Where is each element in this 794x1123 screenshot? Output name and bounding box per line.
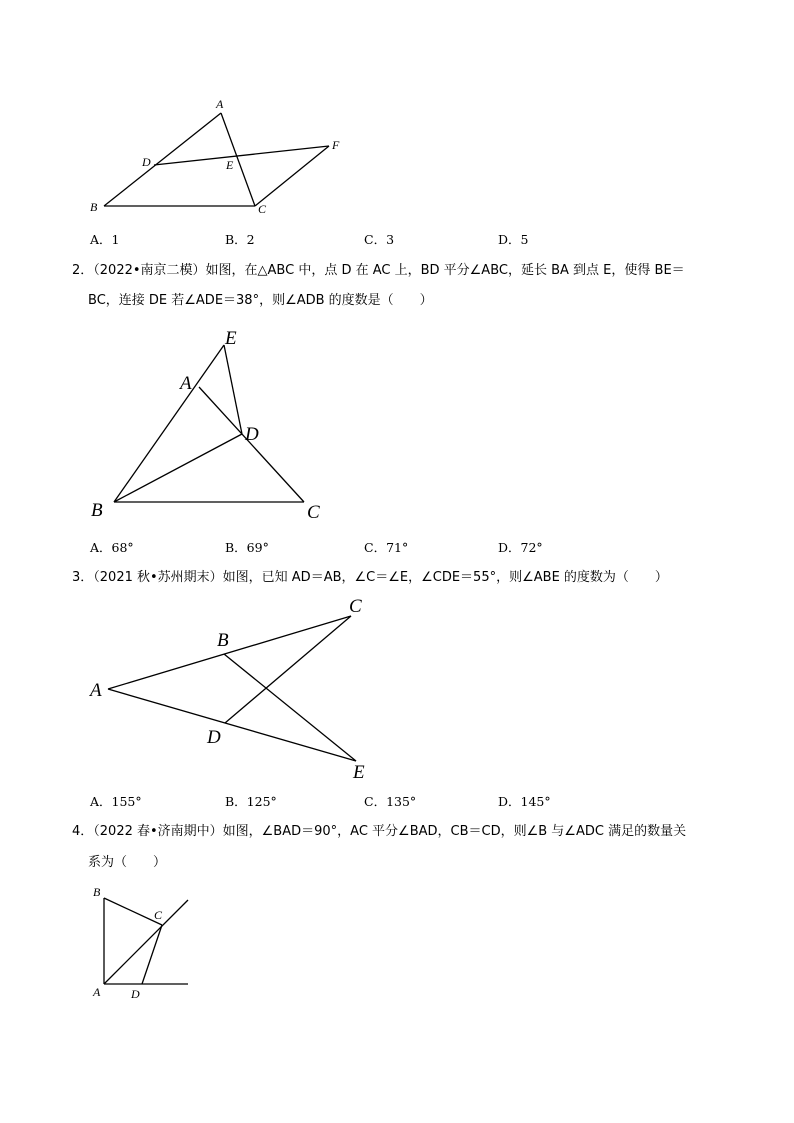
point-label-b: B [93, 885, 101, 899]
q1-option-b: B．2 [225, 232, 255, 247]
q2-option-b: B．69° [225, 540, 269, 555]
q2-option-c: C．71° [364, 540, 409, 555]
q1-option-c: C．3 [364, 232, 395, 247]
segment-bd [114, 434, 242, 502]
point-label-d: D [142, 155, 151, 169]
figure-4 [0, 880, 794, 1005]
point-label-e: E [226, 158, 234, 172]
point-label-b: B [91, 500, 103, 521]
point-label-e: E [225, 328, 237, 349]
q3-text-line-1: 3．（2021 秋•苏州期末）如图，已知 AD＝AB，∠C＝∠E，∠CDE＝55°，则∠ABE 的度数为（ ） [72, 570, 668, 585]
point-label-c: C [154, 908, 163, 922]
segment-ed [224, 345, 242, 434]
segment-cf [255, 146, 329, 206]
q3-option-a: A．155° [90, 794, 142, 809]
q4-text-line-2: 系为（ ） [88, 855, 167, 870]
point-label-c: C [307, 502, 320, 523]
figure-2 [0, 320, 794, 530]
point-label-c: C [349, 596, 362, 617]
q3-option-c: C．135° [364, 794, 417, 809]
point-label-a: A [180, 373, 192, 394]
figure-1 [0, 0, 794, 230]
point-label-e: E [353, 762, 365, 783]
q2-text-line-1: 2．（2022•南京二模）如图，在△ABC 中，点 D 在 AC 上，BD 平分∠ABC，延长 BA 到点 E，使得 BE＝ [72, 263, 685, 278]
q4-text-line-1: 4．（2022 春•济南期中）如图，∠BAD＝90°，AC 平分∠BAD，CB＝CD，则∠B 与∠ADC 满足的数量关 [72, 824, 687, 839]
q2-option-d: D．72° [498, 540, 543, 555]
segment-ae [108, 689, 356, 761]
q2-option-a: A．68° [90, 540, 134, 555]
segment-be [114, 345, 224, 502]
q2-text-line-2: BC，连接 DE 若∠ADE＝38°，则∠ADB 的度数是（ ） [88, 293, 433, 308]
segment-cd [142, 925, 162, 984]
q1-option-a: A．1 [90, 232, 120, 247]
point-label-f: F [332, 138, 340, 152]
point-label-b: B [217, 630, 229, 651]
point-label-b: B [90, 200, 98, 214]
q3-option-b: B．125° [225, 794, 277, 809]
point-label-d: D [245, 424, 259, 445]
segment-ac [108, 616, 351, 689]
point-label-d: D [131, 987, 140, 1001]
segment-df [154, 146, 329, 165]
figure-3 [0, 595, 794, 785]
q1-option-d: D．5 [498, 232, 529, 247]
point-label-c: C [258, 202, 267, 216]
point-label-a: A [90, 680, 102, 701]
point-label-a: A [93, 985, 101, 999]
point-label-d: D [207, 727, 221, 748]
q3-option-d: D．145° [498, 794, 551, 809]
point-label-a: A [216, 97, 224, 111]
